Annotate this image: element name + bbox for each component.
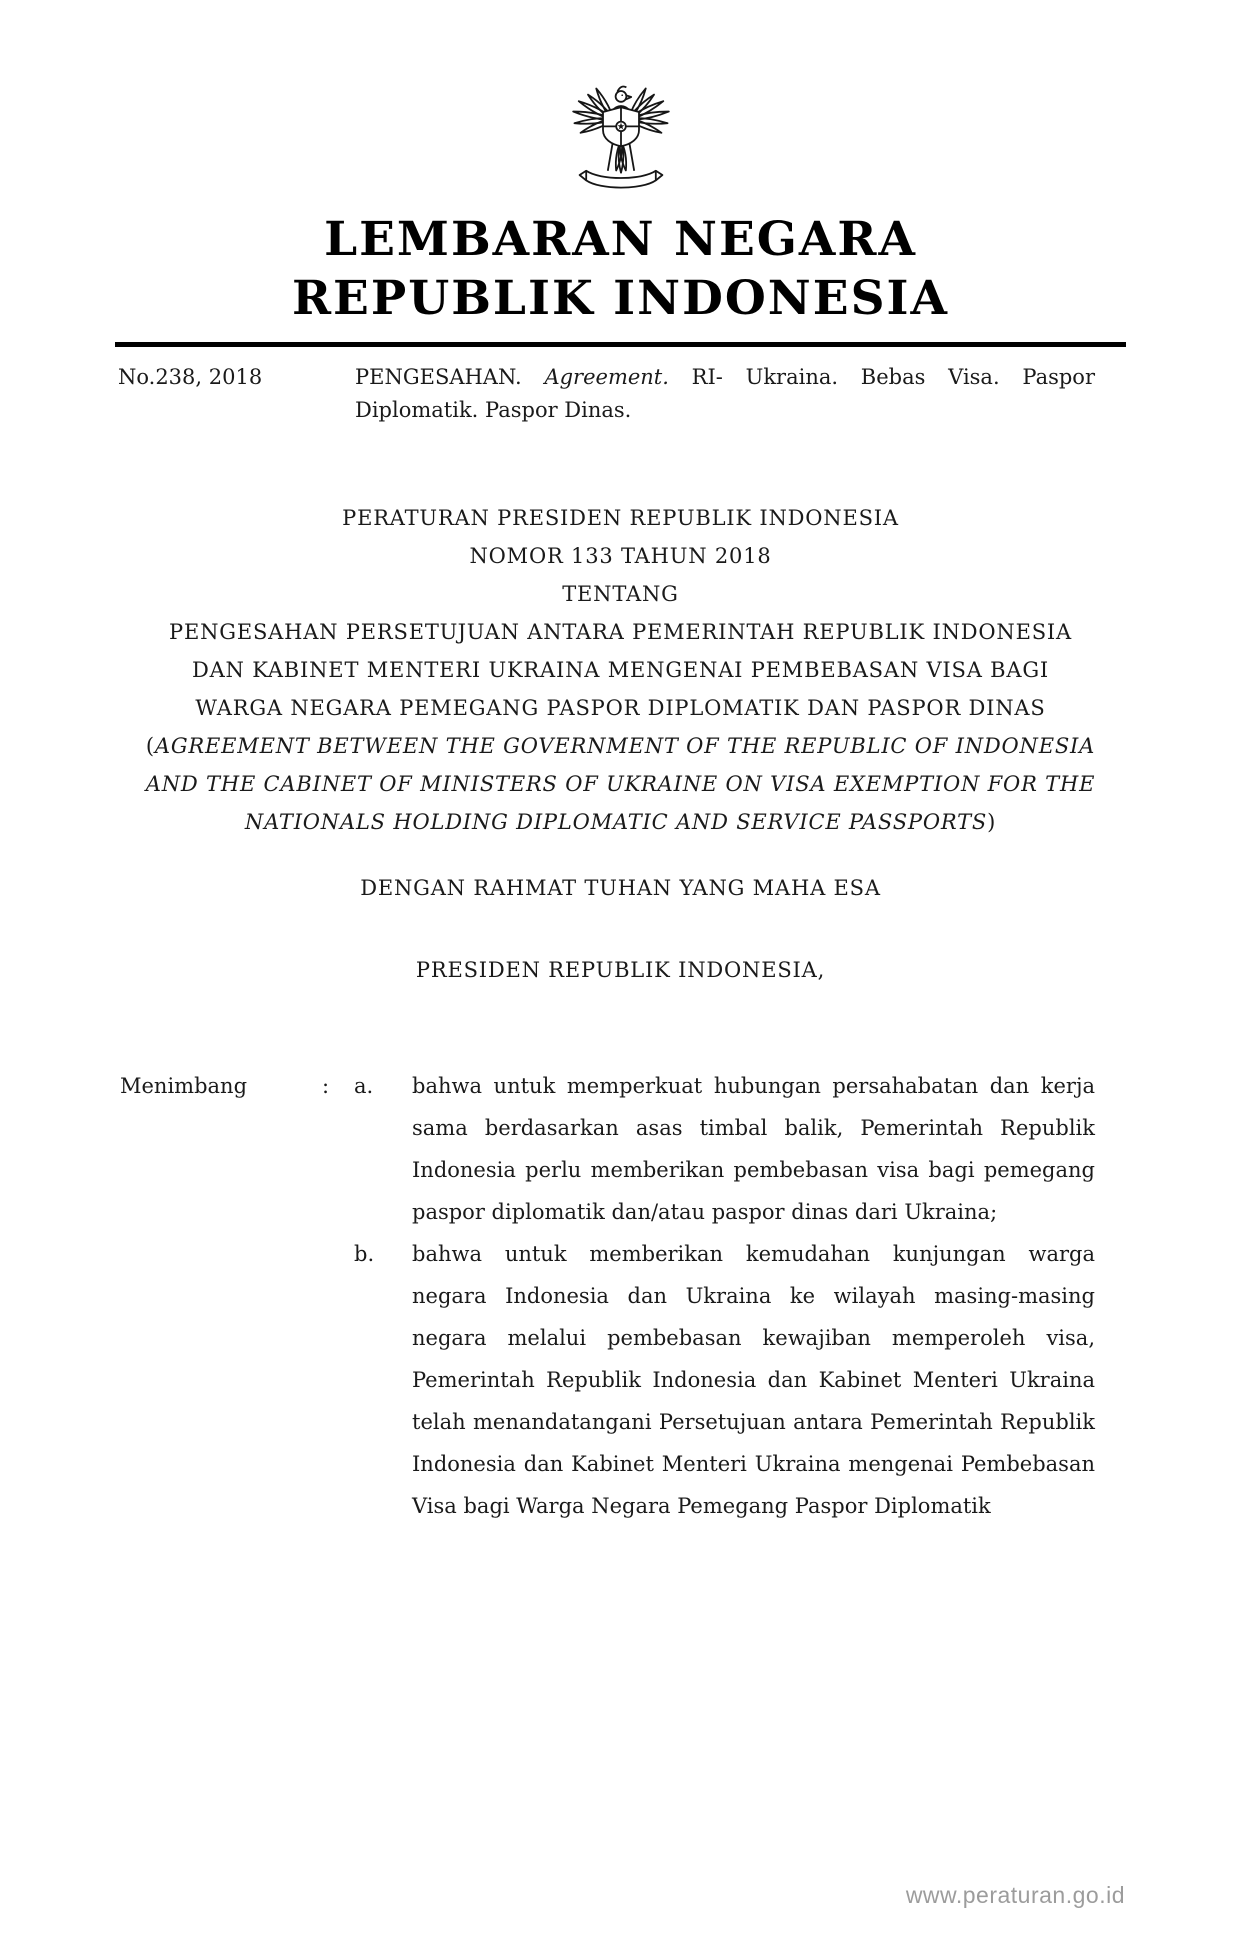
gazette-masthead bbox=[0, 210, 1241, 328]
consideration-row bbox=[120, 1233, 1095, 1527]
garuda-pancasila-emblem-icon bbox=[555, 52, 687, 202]
consideration-marker: b. bbox=[354, 1241, 375, 1266]
subject-prefix: PENGESAHAN. bbox=[355, 365, 545, 390]
emblem-container bbox=[0, 0, 1241, 202]
regulation-subject-english: AGREEMENT BETWEEN THE GOVERNMENT OF THE REPUBLIC OF INDONESIA AND THE CABINET OF MINISTERS OF UKRAINE ON VISA EXEMPTION FOR THE NATIONALS HOLDING DIPLOMATIC AND SERVICE PASSPORTS bbox=[145, 733, 1096, 834]
gazette-subject bbox=[355, 361, 1095, 426]
regulation-subject-close: ) bbox=[987, 809, 997, 834]
regulation-heading-block bbox=[146, 499, 1096, 989]
subject-suffix: RI- Ukraina. Bebas Visa. Paspor Diplomatik. Paspor Dinas. bbox=[355, 365, 1095, 422]
consideration-text: bahwa untuk memperkuat hubungan persahabatan dan kerja sama berdasarkan asas timbal balik, Pemerintah Republik Indonesia perlu memberikan pembebasan visa bagi pemegang paspor diplomatik dan/atau paspor dinas dari Ukraina; bbox=[412, 1073, 1095, 1224]
considerations-separator: : bbox=[322, 1073, 330, 1098]
subject-agreement-italic: Agreement. bbox=[544, 365, 669, 390]
regulation-number: NOMOR 133 TAHUN 2018 bbox=[469, 543, 772, 568]
consideration-text: bahwa untuk memberikan kemudahan kunjungan warga negara Indonesia dan Ukraina ke wilayah masing-masing negara melalui pembebasan kewajiban memperoleh visa, Pemerintah Republik Indonesia dan Kabinet Menteri Ukraina telah menandatangani Persetujuan antara Pemerintah Republik Indonesia dan Kabinet Menteri Ukraina mengenai Pembebasan Visa bagi Warga Negara Pemegang Paspor Diplomatik bbox=[412, 1241, 1095, 1518]
considerations-label: Menimbang bbox=[120, 1073, 248, 1098]
masthead-line-2: REPUBLIK INDONESIA bbox=[291, 271, 949, 327]
considerations-section bbox=[120, 1065, 1095, 1527]
issuer-line: PRESIDEN REPUBLIK INDONESIA, bbox=[415, 957, 826, 982]
footer-website: www.peraturan.go.id bbox=[905, 1882, 1125, 1908]
consideration-row bbox=[120, 1065, 1095, 1233]
meta-row bbox=[118, 361, 1095, 426]
masthead-divider bbox=[115, 342, 1126, 347]
regulation-subject-roman: PENGESAHAN PERSETUJUAN ANTARA PEMERINTAH REPUBLIK INDONESIA DAN KABINET MENTERI UKRAINA MENGENAI PEMBEBASAN VISA BAGI WARGA NEGARA PEMEGANG PASPOR DIPLOMATIK DAN PASPOR DINAS ( bbox=[145, 619, 1072, 758]
invocation-line: DENGAN RAHMAT TUHAN YANG MAHA ESA bbox=[360, 875, 881, 900]
gazette-number: No.238, 2018 bbox=[118, 365, 263, 390]
regulation-title: PERATURAN PRESIDEN REPUBLIK INDONESIA bbox=[342, 505, 899, 530]
regulation-tentang: TENTANG bbox=[562, 581, 679, 606]
masthead-line-1: LEMBARAN NEGARA bbox=[324, 212, 917, 267]
consideration-marker: a. bbox=[354, 1073, 374, 1098]
regulation-subject bbox=[146, 613, 1096, 841]
